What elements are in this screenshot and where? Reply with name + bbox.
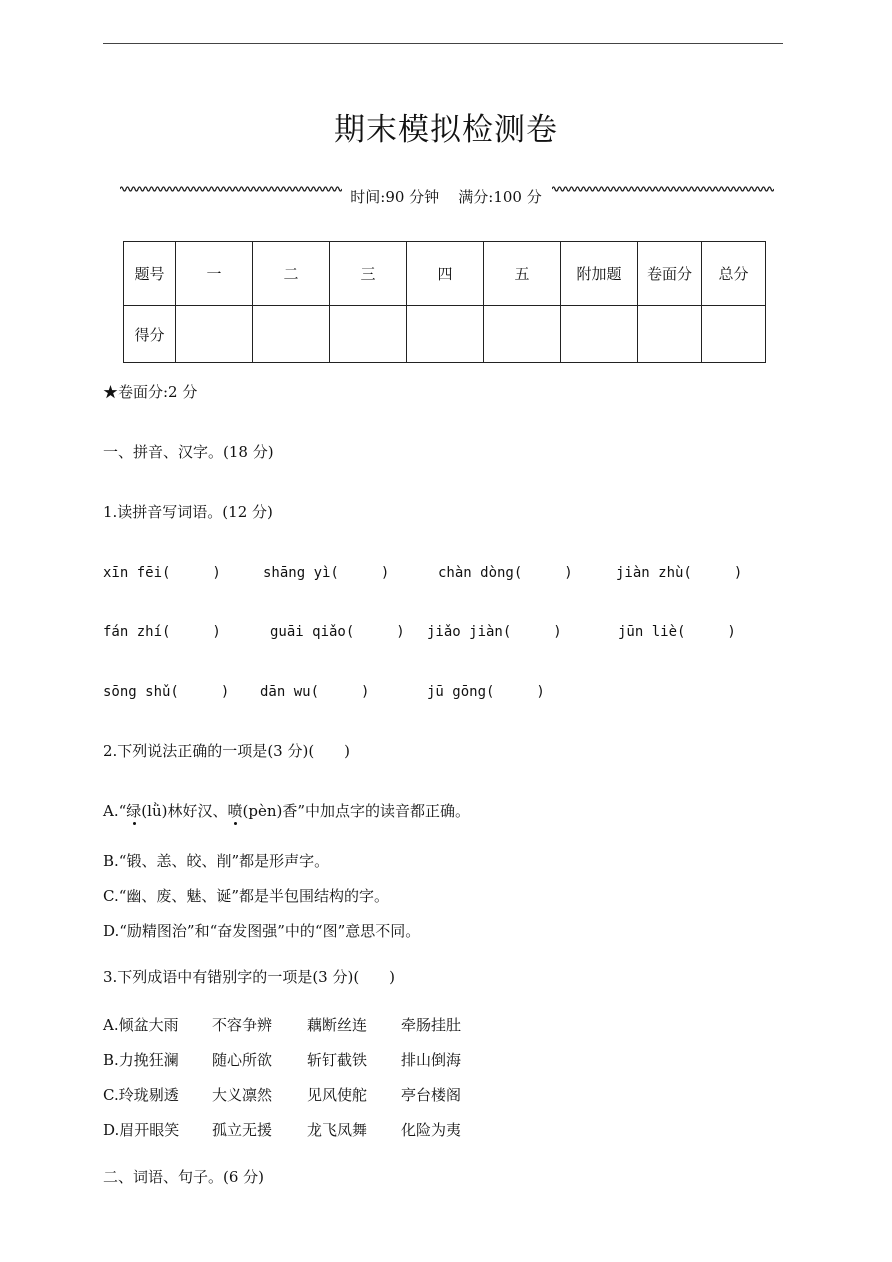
neatness-note: ★卷面分:2 分 (103, 383, 198, 401)
time-info: 时间:90 分钟 (350, 188, 440, 206)
score-header-cell: 三 (330, 242, 407, 306)
dotted-char: 绿 (126, 802, 142, 820)
question-2-title: 2.下列说法正确的一项是(3 分)( ) (103, 742, 351, 760)
header-rule (103, 43, 783, 44)
idiom: 排山倒海 (401, 1051, 462, 1069)
question-2-option-b[interactable]: B.“锻、恙、皎、削”都是形声字。 (103, 852, 330, 870)
score-input-cell[interactable] (407, 306, 484, 363)
score-input-cell[interactable] (561, 306, 638, 363)
idiom: C.玲珑剔透 (103, 1086, 179, 1104)
score-input-cell[interactable] (638, 306, 702, 363)
idiom: 龙飞凤舞 (307, 1121, 368, 1139)
section-1-heading: 一、拼音、汉字。(18 分) (103, 443, 274, 461)
score-input-cell[interactable] (253, 306, 330, 363)
score-input-cell[interactable] (702, 306, 766, 363)
pinyin-item[interactable]: dān wu( ) (260, 684, 370, 700)
score-header-cell: 题号 (124, 242, 176, 306)
score-info: 满分:100 分 (458, 188, 542, 206)
idiom: 斩钉截铁 (307, 1051, 368, 1069)
idiom: 随心所欲 (212, 1051, 273, 1069)
question-3-title: 3.下列成语中有错别字的一项是(3 分)( ) (103, 968, 396, 986)
score-input-cell[interactable] (484, 306, 561, 363)
option-text: (pèn)香”中加点字的读音都正确。 (242, 802, 470, 820)
idiom: 化险为夷 (401, 1121, 462, 1139)
option-text: (lǜ)林好汉、 (141, 802, 228, 820)
pinyin-item[interactable]: xīn fēi( ) (103, 565, 221, 581)
score-table-header-row (124, 242, 766, 306)
section-2-heading: 二、词语、句子。(6 分) (103, 1168, 265, 1186)
idiom: A.倾盆大雨 (103, 1016, 179, 1034)
score-label-cell: 得分 (124, 306, 176, 363)
score-table (123, 241, 766, 363)
score-header-cell: 五 (484, 242, 561, 306)
score-header-cell: 二 (253, 242, 330, 306)
pinyin-item[interactable]: sōng shǔ( ) (103, 684, 230, 700)
pinyin-item[interactable]: fán zhí( ) (103, 624, 221, 640)
idiom: 不容争辨 (212, 1016, 273, 1034)
score-input-cell[interactable] (330, 306, 407, 363)
question-2-option-d[interactable]: D.“励精图治”和“奋发图强”中的“图”意思不同。 (103, 922, 421, 940)
score-header-cell: 卷面分 (638, 242, 702, 306)
score-header-cell: 一 (176, 242, 253, 306)
pinyin-item[interactable]: chàn dòng( ) (438, 565, 573, 581)
score-header-cell: 四 (407, 242, 484, 306)
idiom: 孤立无援 (212, 1121, 273, 1139)
score-input-cell[interactable] (176, 306, 253, 363)
question-1-title: 1.读拼音写词语。(12 分) (103, 503, 273, 521)
idiom: 牵肠挂肚 (401, 1016, 462, 1034)
idiom: 亭台楼阁 (401, 1086, 462, 1104)
pinyin-item[interactable]: jūn liè( ) (618, 624, 736, 640)
score-header-cell: 附加题 (561, 242, 638, 306)
option-text: A.“ (103, 802, 127, 820)
pinyin-item[interactable]: jiǎo jiàn( ) (427, 624, 562, 640)
idiom: B.力挽狂澜 (103, 1051, 179, 1069)
idiom: 见风使舵 (307, 1086, 368, 1104)
question-2-option-c[interactable]: C.“幽、废、魅、诞”都是半包围结构的字。 (103, 887, 390, 905)
score-table-score-row (124, 306, 766, 363)
score-header-cell: 总分 (702, 242, 766, 306)
idiom: 大义凛然 (212, 1086, 273, 1104)
pinyin-item[interactable]: shāng yì( ) (263, 565, 390, 581)
page-title: 期末模拟检测卷 (334, 112, 558, 148)
pinyin-item[interactable]: jiàn zhù( ) (616, 565, 743, 581)
idiom: D.眉开眼笑 (103, 1121, 180, 1139)
idiom: 藕断丝连 (307, 1016, 368, 1034)
dotted-char: 喷 (227, 802, 243, 820)
pinyin-item[interactable]: guāi qiǎo( ) (270, 624, 405, 640)
pinyin-item[interactable]: jū gōng( ) (427, 684, 545, 700)
exam-meta (0, 186, 892, 207)
question-2-option-a[interactable] (103, 800, 470, 821)
